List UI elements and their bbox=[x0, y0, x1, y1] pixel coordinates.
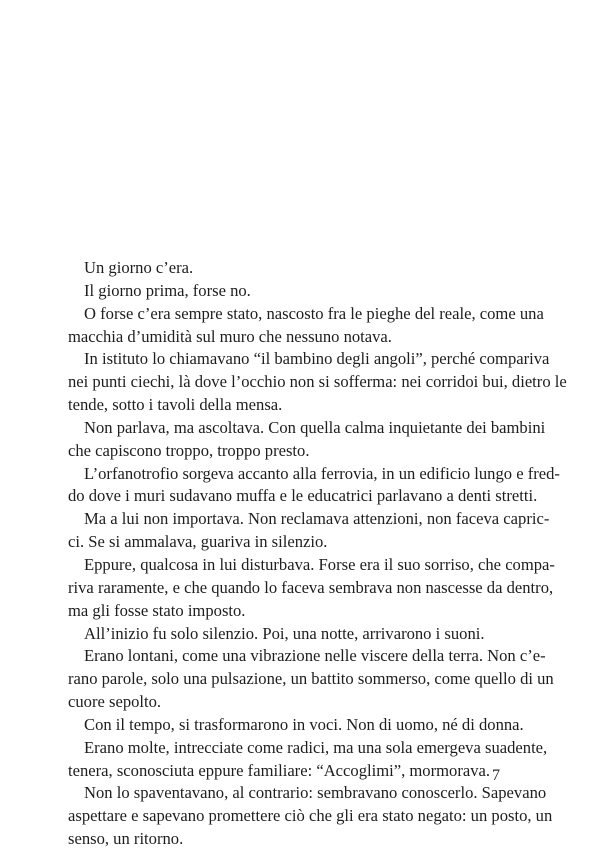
text-line: Non parlava, ma ascoltava. Con quella calma inquietante dei bambini bbox=[84, 417, 546, 437]
paragraph bbox=[68, 782, 553, 851]
paragraph bbox=[68, 417, 546, 463]
text-line: Erano molte, intrecciate come radici, ma una sola emergeva suadente, bbox=[84, 737, 548, 757]
paragraph bbox=[68, 508, 550, 554]
text-line: nei punti ciechi, là dove l’occhio non si sofferma: nei corridoi bui, dietro le bbox=[68, 372, 567, 392]
text-line: Con il tempo, si trasformarono in voci. Non di uomo, né di donna. bbox=[84, 714, 524, 734]
text-line: cuore sepolto. bbox=[68, 692, 162, 712]
text-line: tenera, sconosciuta eppure familiare: “Accoglimi”, mormorava. bbox=[68, 760, 491, 780]
paragraph bbox=[68, 463, 560, 509]
text-line: Il giorno prima, forse no. bbox=[84, 280, 251, 300]
text-line: All’inizio fu solo silenzio. Poi, una notte, arrivarono i suoni. bbox=[84, 623, 485, 643]
text-line: Erano lontani, come una vibrazione nelle viscere della terra. Non c’e- bbox=[84, 646, 546, 666]
paragraph bbox=[68, 645, 554, 714]
page-number: 7 bbox=[492, 767, 500, 784]
paragraph bbox=[68, 280, 534, 303]
paragraph bbox=[68, 257, 534, 280]
text-line: macchia d’umidità sul muro che nessuno notava. bbox=[68, 326, 392, 346]
text-line: riva raramente, e che quando lo faceva sembrava non nascesse da dentro, bbox=[68, 577, 554, 597]
text-line: ma gli fosse stato imposto. bbox=[68, 600, 246, 620]
text-line: tende, sotto i tavoli della mensa. bbox=[68, 395, 283, 415]
text-line: Non lo spaventavano, al contrario: sembravano conoscerlo. Sapevano bbox=[84, 783, 547, 803]
paragraph bbox=[68, 623, 534, 646]
body-text bbox=[68, 257, 567, 851]
paragraph bbox=[68, 303, 544, 349]
paragraph bbox=[68, 348, 567, 417]
text-line: In istituto lo chiamavano “il bambino degli angoli”, perché compariva bbox=[84, 349, 550, 369]
text-line: rano parole, solo una pulsazione, un battito sommerso, come quello di un bbox=[68, 669, 554, 689]
text-line: che capiscono troppo, troppo presto. bbox=[68, 440, 310, 460]
text-line: Un giorno c’era. bbox=[84, 258, 194, 277]
text-line: O forse c’era sempre stato, nascosto fra le pieghe del reale, come una bbox=[84, 303, 544, 323]
text-line: do dove i muri sudavano muffa e le educatrici parlavano a denti stretti. bbox=[68, 486, 538, 506]
text-line: aspettare e sapevano promettere ciò che gli era stato negato: un posto, un bbox=[68, 806, 553, 826]
text-line: senso, un ritorno. bbox=[68, 829, 184, 849]
paragraph bbox=[68, 714, 534, 737]
text-line: L’orfanotrofio sorgeva accanto alla ferrovia, in un edificio lungo e fred- bbox=[84, 463, 560, 483]
paragraph bbox=[68, 554, 555, 623]
text-line: Ma a lui non importava. Non reclamava attenzioni, non faceva capric- bbox=[84, 509, 550, 529]
text-line: Eppure, qualcosa in lui disturbava. Forse era il suo sorriso, che compa- bbox=[84, 554, 555, 574]
paragraph bbox=[68, 737, 548, 783]
text-line: ci. Se si ammalava, guariva in silenzio. bbox=[68, 532, 328, 552]
